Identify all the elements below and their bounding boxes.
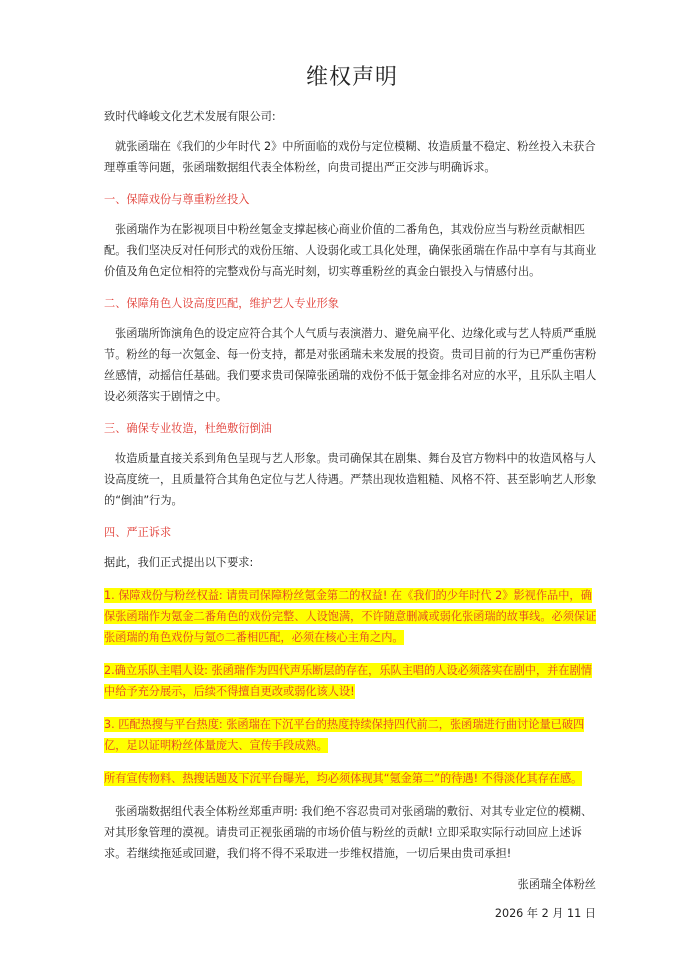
closing-paragraph: 张函瑞数据组代表全体粉丝郑重声明: 我们绝不容忍贵司对张函瑞的敷衍、对其专业定位的模糊、对其形象管理的漠视。请贵司正视张函瑞的市场价值与粉丝的贡献! 立即采取实际行动回应上述诉求。若继续拖延或回避，我们将不得不采取进一步维权措施，一切后果由贵司承担!: [104, 805, 593, 860]
section-body-1: 张函瑞作为在影视项目中粉丝氪金支撑起核心商业价值的二番角色，其戏份应当与粉丝贡献相匹配。我们坚决反对任何形式的戏份压缩、人设弱化或工具化处理，确保张函瑞在作品中享有与其商业价值及角色定位相符的完整戏份与高光时刻，切实尊重粉丝的真金白银投入与情感付出。: [104, 223, 597, 278]
section-body-2: 张函瑞所饰演角色的设定应符合其个人气质与表演潜力、避免扁平化、边缘化或与艺人特质严重脱节。粉丝的每一次氪金、每一份支持，都是对张函瑞未来发展的投资。贵司目前的行为已严重伤害粉丝感情，动摇信任基础。我们要求贵司保障张函瑞的戏份不低于氪金排名对应的水平，且乐队主唱人设必须落实于剧情之中。: [104, 327, 597, 403]
section-body-4: 据此，我们正式提出以下要求:: [104, 556, 254, 569]
section-heading-3: 三、确保专业妆造，杜绝敷衍倒油: [104, 422, 272, 435]
demand-text-3: 3. 匹配热搜与平台热度: 张函瑞在下沉平台的热度持续保持四代前二，张函瑞进行曲讨论量已破四亿，足以证明粉丝体量庞大、宣传手段成熟。: [104, 718, 585, 752]
section-heading-1: 一、保障戏份与尊重粉丝投入: [104, 193, 250, 206]
signature: 张函瑞全体粉丝: [517, 878, 596, 891]
demand-text-1: 1. 保障戏份与粉丝权益: 请贵司保障粉丝氪金第二的权益! 在《我们的少年时代 2》影视作品中，确保张函瑞作为氪金二番角色的戏份完整、人设饱满，不许随意删减或弱化张函瑞的故事线。必须保证张函瑞的角色戏份与氪⏱二番相匹配，必须在核心主角之内。: [104, 589, 597, 644]
addressee: 致时代峰峻文化艺术发展有限公司:: [104, 110, 276, 123]
intro-paragraph: 就张函瑞在《我们的少年时代 2》中所面临的戏份与定位模糊、妆造质量不稳定、粉丝投入未获合理尊重等问题，张函瑞数据组代表全体粉丝，向贵司提出严正交涉与明确诉求。: [104, 140, 596, 174]
demand-item: [104, 714, 600, 756]
demand-item: [104, 660, 600, 702]
section-body-3: 妆造质量直接关系到角色呈现与艺人形象。贵司确保其在剧集、舞台及官方物料中的妆造风格与人设高度统一，且质量符合其角色定位与艺人待遇。严禁出现妆造粗糙、风格不符、甚至影响艺人形象的“倒油”行为。: [104, 452, 597, 507]
document-title: 维权声明: [305, 65, 398, 90]
statement-date: 2026 年 2 月 11 日: [494, 907, 596, 920]
section-heading-4: 四、严正诉求: [104, 526, 172, 539]
demand-item: [104, 768, 600, 789]
demand-text-4: 所有宣传物料、热搜话题及下沉平台曝光，均必须体现其“氪金第二”的待遇! 不得淡化其存在感。: [104, 772, 583, 785]
demand-item: [104, 585, 600, 648]
demand-text-2: 2.确立乐队主唱人设: 张函瑞作为四代声乐断层的存在，乐队主唱的人设必须落实在剧中，并在剧情中给予充分展示，后续不得擅自更改或弱化该人设!: [104, 664, 592, 698]
section-heading-2: 二、保障角色人设高度匹配，维护艺人专业形象: [104, 297, 339, 310]
